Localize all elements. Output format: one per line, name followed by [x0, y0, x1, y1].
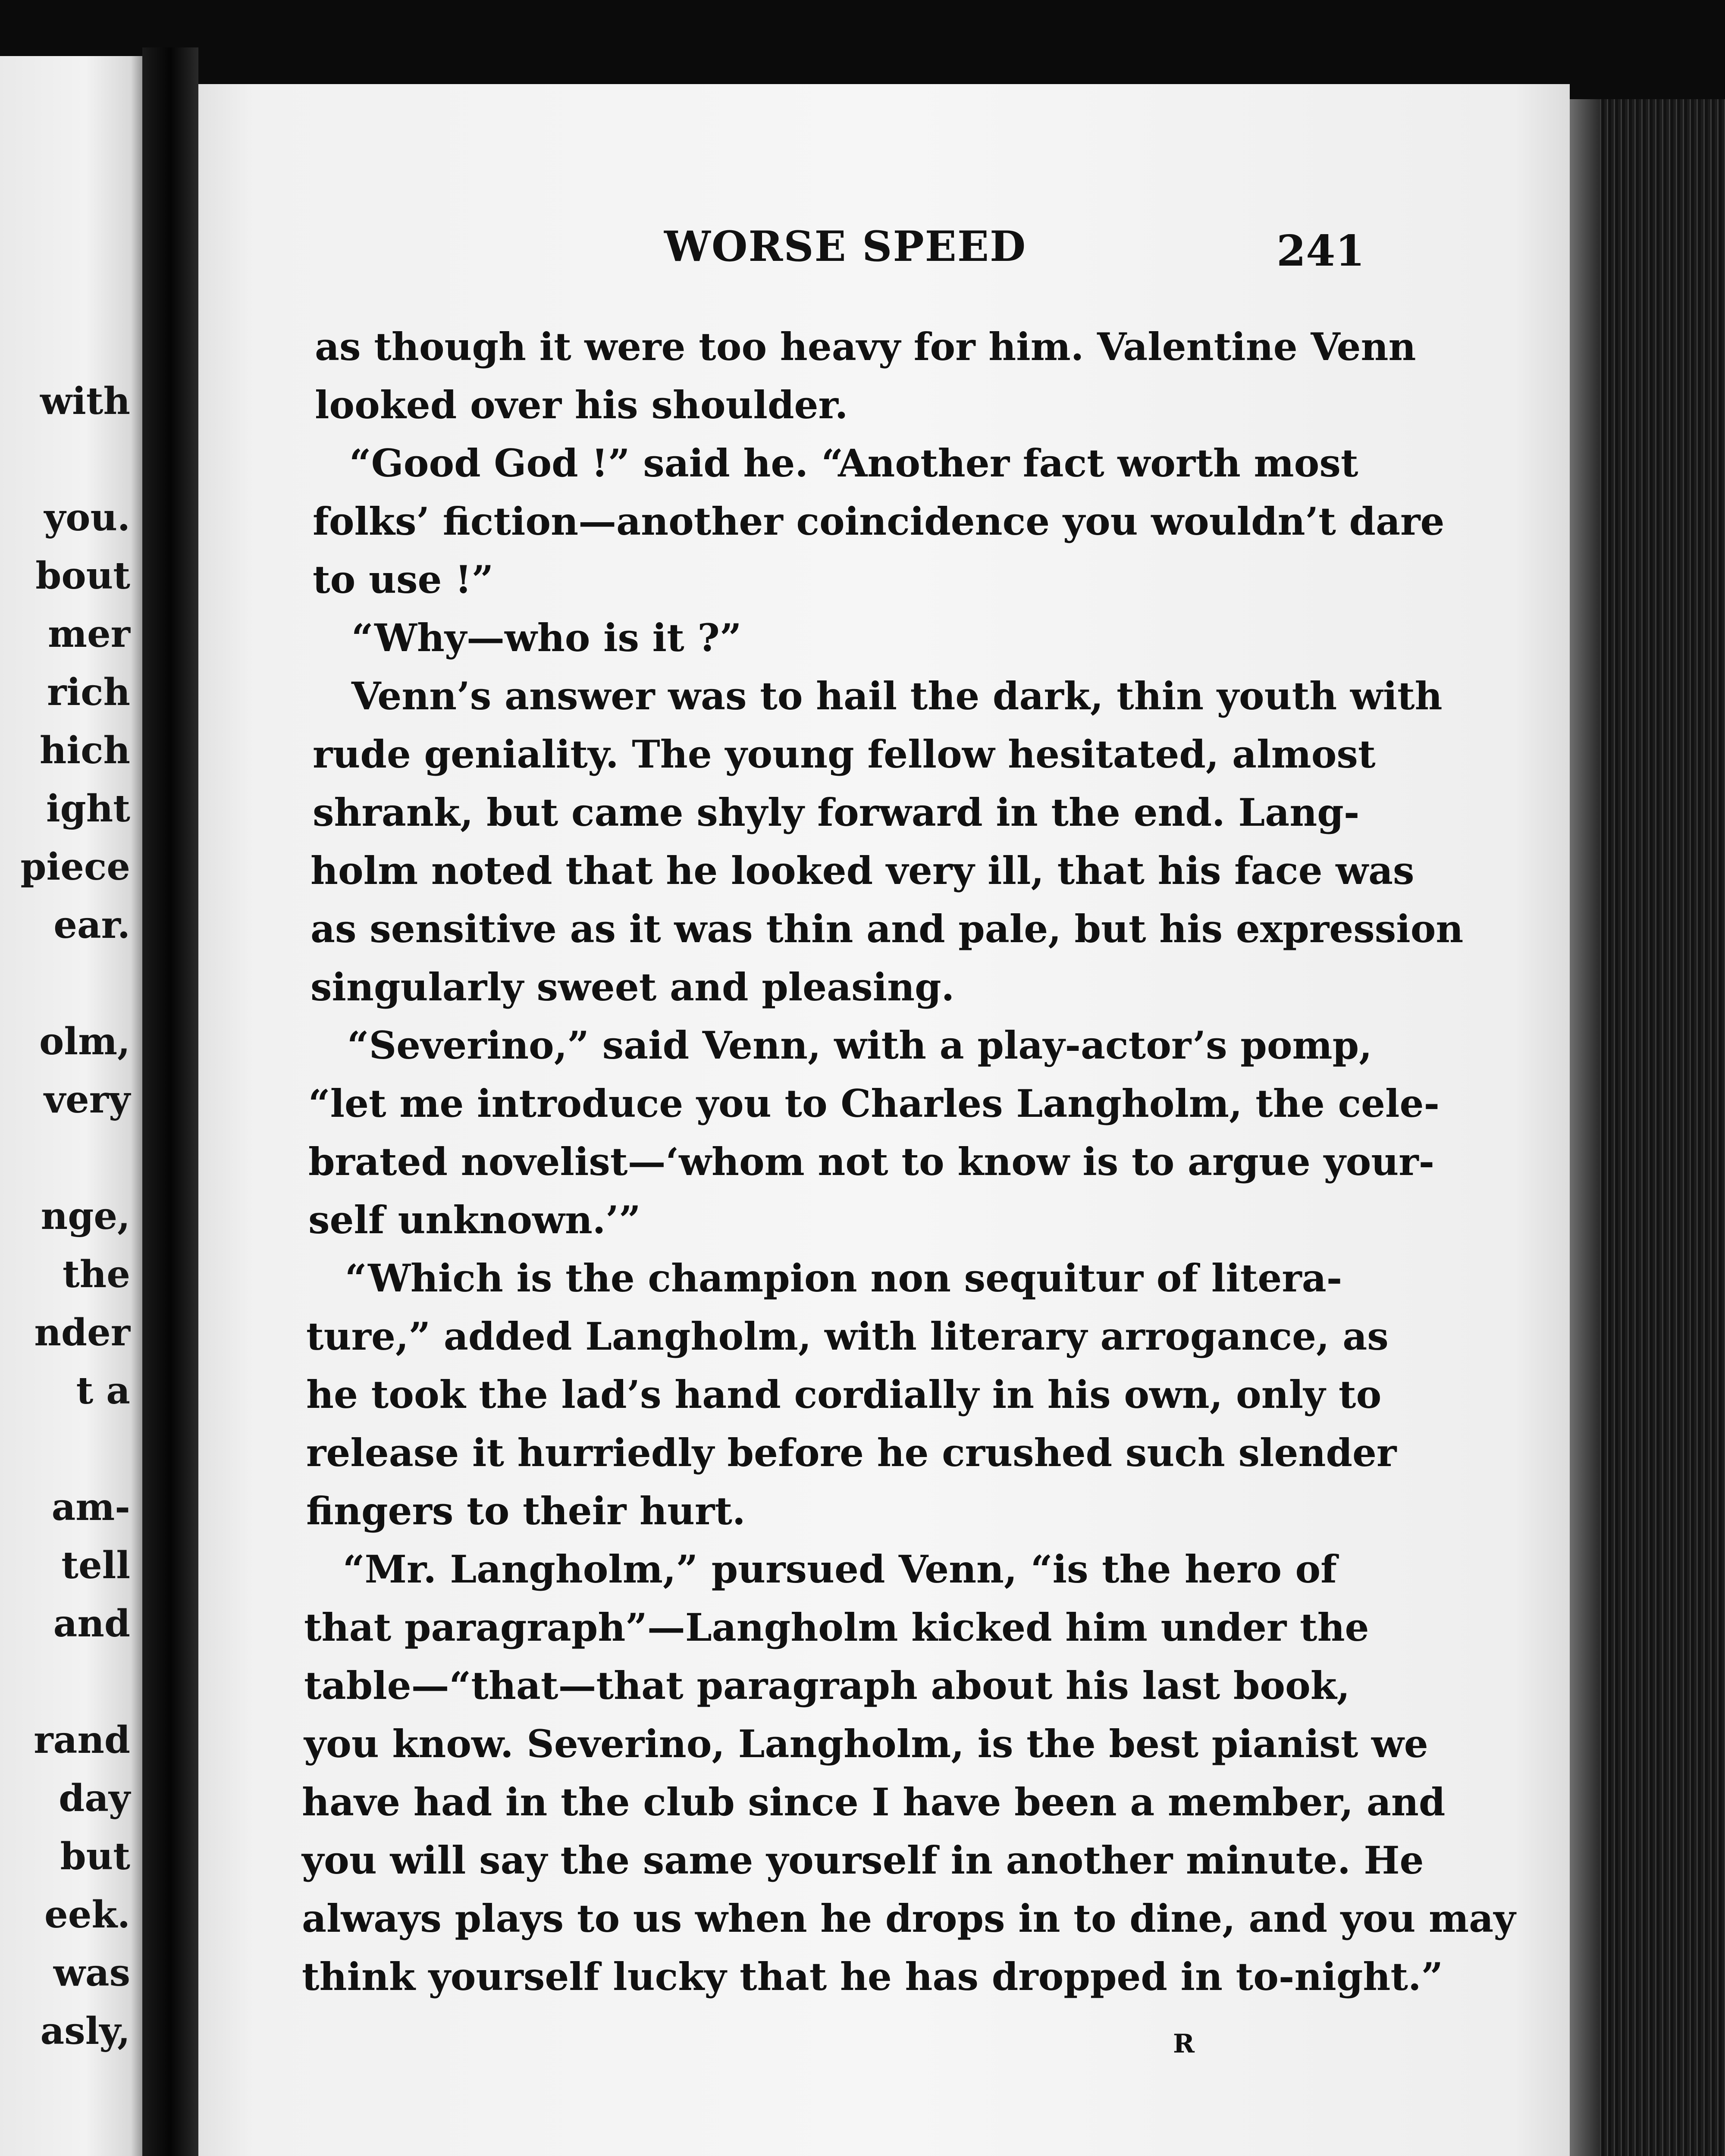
text-line: “Why—who is it ?”	[351, 615, 742, 660]
text-line: “Good God !” said he. “Another fact worth most	[349, 441, 1358, 486]
prev-page-fragment: t a	[76, 1369, 130, 1413]
prev-page-fragment: nge,	[41, 1194, 130, 1238]
text-line: you will say the same yourself in another minute. He	[302, 1838, 1424, 1883]
text-line: fingers to their hurt.	[306, 1489, 746, 1533]
text-line: table—“that—that paragraph about his last book,	[304, 1663, 1350, 1708]
text-line: rude geniality. The young fellow hesitated, almost	[313, 732, 1376, 777]
previous-page	[0, 56, 142, 2156]
text-line: think yourself lucky that he has dropped in to-night.”	[302, 1954, 1443, 1999]
text-line: as though it were too heavy for him. Valentine Venn	[315, 324, 1416, 369]
prev-page-fragment: ear.	[53, 903, 130, 947]
text-line: to use !”	[313, 557, 494, 602]
prev-page-fragment: ight	[46, 787, 130, 830]
prev-page-fragment: tell	[61, 1544, 130, 1587]
prev-page-fragment: bout	[35, 554, 130, 598]
text-line: folks’ fiction—another coincidence you wouldn’t dare	[313, 499, 1445, 544]
text-line: have had in the club since I have been a member, and	[302, 1780, 1446, 1824]
text-line: as sensitive as it was thin and pale, but his expression	[310, 906, 1464, 951]
book-gutter	[142, 47, 198, 2156]
prev-page-fragment: rich	[47, 671, 130, 714]
prev-page-fragment: piece	[20, 845, 130, 889]
text-line: “Severino,” said Venn, with a play-actor’s pomp,	[347, 1023, 1372, 1068]
prev-page-fragment: you.	[44, 496, 130, 539]
running-header: WORSE SPEED	[664, 222, 1027, 271]
signature-mark: R	[1173, 2029, 1195, 2059]
text-line: holm noted that he looked very ill, that his face was	[310, 848, 1414, 893]
prev-page-fragment: but	[60, 1835, 130, 1878]
text-line: ture,” added Langholm, with literary arrogance, as	[306, 1314, 1389, 1359]
page-edge-highlight	[1570, 99, 1600, 2156]
prev-page-fragment: hich	[39, 729, 130, 772]
text-line: you know. Severino, Langholm, is the best pianist we	[304, 1721, 1428, 1766]
prev-page-fragment: asly,	[40, 2009, 130, 2053]
page-number: 241	[1276, 226, 1365, 276]
prev-page-fragment: day	[59, 1777, 130, 1820]
text-line: he took the lad’s hand cordially in his own, only to	[306, 1372, 1382, 1417]
text-line: brated novelist—‘whom not to know is to argue your-	[308, 1139, 1435, 1184]
text-line: always plays to us when he drops in to dine, and you may	[302, 1896, 1516, 1941]
prev-page-fragment: am-	[51, 1485, 130, 1529]
text-line: self unknown.’”	[308, 1197, 641, 1242]
text-line: singularly sweet and pleasing.	[310, 965, 955, 1009]
prev-page-fragment: mer	[47, 612, 130, 656]
prev-page-fragment: very	[44, 1078, 130, 1122]
prev-page-fragment: nder	[34, 1311, 130, 1354]
prev-page-fragment: was	[53, 1951, 130, 1995]
text-line: release it hurriedly before he crushed such slender	[306, 1430, 1397, 1475]
prev-page-fragment: and	[53, 1602, 130, 1645]
text-line: shrank, but came shyly forward in the end. Lang-	[313, 790, 1360, 835]
prev-page-fragment: olm,	[39, 1020, 130, 1063]
text-line: that paragraph”—Langholm kicked him under the	[304, 1605, 1369, 1650]
prev-page-fragment: rand	[34, 1718, 130, 1762]
text-line: “let me introduce you to Charles Langholm, the cele-	[308, 1081, 1440, 1126]
text-line: looked over his shoulder.	[315, 382, 848, 427]
prev-page-fragment: the	[63, 1253, 130, 1296]
text-line: “Mr. Langholm,” pursued Venn, “is the hero of	[343, 1547, 1337, 1592]
text-line: Venn’s answer was to hail the dark, thin youth with	[351, 674, 1443, 718]
prev-page-fragment: eek.	[44, 1893, 130, 1937]
prev-page-fragment: with	[40, 379, 130, 423]
text-line: “Which is the champion non sequitur of litera-	[345, 1256, 1342, 1300]
book-page	[198, 84, 1570, 2156]
